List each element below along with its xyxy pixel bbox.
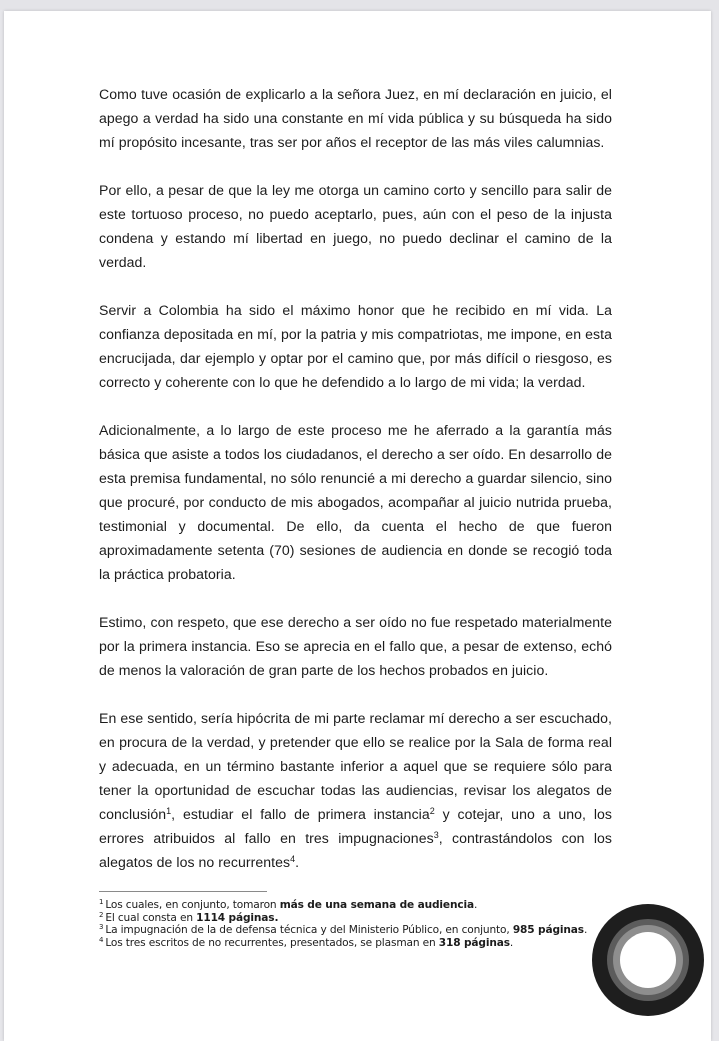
footnote-ref-2[interactable]: 2 xyxy=(429,806,435,816)
paragraph-6-segment: En ese sentido, sería hipócrita de mi parte reclamar mí derecho a ser escuchado, en procura de la verdad, y pretender que ello se realice por la Sala de forma real y adecuada, en un término bastante inferior a aquel que se requiere sólo para tener la oportunidad de escuchar todas las audiencias, revisar los alegatos de conclusión xyxy=(99,710,612,822)
footnote-text: El cual consta en xyxy=(105,911,197,924)
footnote-number: 2 xyxy=(99,910,104,919)
footnote-ref-1[interactable]: 1 xyxy=(166,806,172,816)
footnote-ref-3[interactable]: 3 xyxy=(433,830,439,840)
paragraph-4: Adicionalmente, a lo largo de este proceso me he aferrado a la garantía más básica que asiste a todos los ciudadanos, el derecho a ser oído. En desarrollo de esta premisa fundamental, no sólo renuncié a mi derecho a guardar silencio, sino que procuré, por conducto de mis abogados, acompañar al juicio nutrida prueba, testimonial y documental. De ello, da cuenta el hecho de que fueron aproximadamente setenta (70) sesiones de audiencia en donde se recogió toda la práctica probatoria. xyxy=(99,422,612,582)
paragraph-1: Como tuve ocasión de explicarlo a la señora Juez, en mí declaración en juicio, el apego a verdad ha sido una constante en mí vida pública y su búsqueda ha sido mí propósito incesante, tras ser por años el receptor de las más viles calumnias. xyxy=(99,86,612,150)
paragraph-6-segment: , estudiar el fallo de primera instancia xyxy=(171,806,430,822)
assistive-touch-ring-inner xyxy=(620,932,676,988)
paragraph-5: Estimo, con respeto, que ese derecho a ser oído no fue respetado materialmente por la primera instancia. Eso se aprecia en el fallo que, a pesar de extenso, echó de menos la valoración de gran parte de los hechos probados en juicio. xyxy=(99,614,612,678)
footnote-number: 4 xyxy=(99,935,104,944)
footnote-separator xyxy=(99,891,267,892)
viewer-top-bar xyxy=(0,0,719,10)
footnote-1 xyxy=(99,899,619,912)
footnotes xyxy=(99,899,619,949)
assistive-touch-icon[interactable] xyxy=(592,904,704,1016)
footnote-2 xyxy=(99,912,619,925)
footnote-number: 3 xyxy=(99,923,104,932)
paragraph-2: Por ello, a pesar de que la ley me otorga un camino corto y sencillo para salir de este tortuoso proceso, no puedo aceptarlo, pues, aún con el peso de la injusta condena y estando mí libertad en juego, no puedo declinar el camino de la verdad. xyxy=(99,182,612,270)
footnote-tail: . xyxy=(509,936,514,949)
footnote-3 xyxy=(99,924,619,937)
footnote-bold: 985 páginas xyxy=(512,924,584,937)
footnote-4 xyxy=(99,937,619,950)
footnote-tail: . xyxy=(583,924,588,937)
document-body xyxy=(99,82,612,898)
footnote-ref-4[interactable]: 4 xyxy=(290,854,296,864)
paragraph-6 xyxy=(99,706,612,874)
paragraph-6-segment: , contrastándolos con los alegatos de los no recurrentes xyxy=(99,830,612,870)
paragraph-3: Servir a Colombia ha sido el máximo honor que he recibido en mí vida. La confianza depositada en mí, por la patria y mis compatriotas, me impone, en esta encrucijada, dar ejemplo y optar por el camino que, por más difícil o riesgoso, es correcto y coherente con lo que he defendido a lo largo de mi vida; la verdad. xyxy=(99,302,612,390)
paragraph-6-segment: y cotejar, uno a uno, los errores atribuidos al fallo en tres impugnaciones xyxy=(99,806,612,846)
footnote-bold: 1114 páginas. xyxy=(196,911,279,924)
paragraph-6-segment: . xyxy=(295,854,300,870)
footnote-text: Los tres escritos de no recurrentes, presentados, se plasman en xyxy=(105,936,439,949)
footnote-tail: . xyxy=(473,899,478,911)
footnote-text: La impugnación de la de defensa técnica y del Ministerio Público, en conjunto, xyxy=(105,924,513,937)
footnote-text: Los cuales, en conjunto, tomaron xyxy=(105,899,280,911)
footnote-bold: 318 páginas xyxy=(438,936,510,949)
footnote-bold: más de una semana de audiencia xyxy=(279,899,474,911)
footnote-number: 1 xyxy=(99,898,104,906)
